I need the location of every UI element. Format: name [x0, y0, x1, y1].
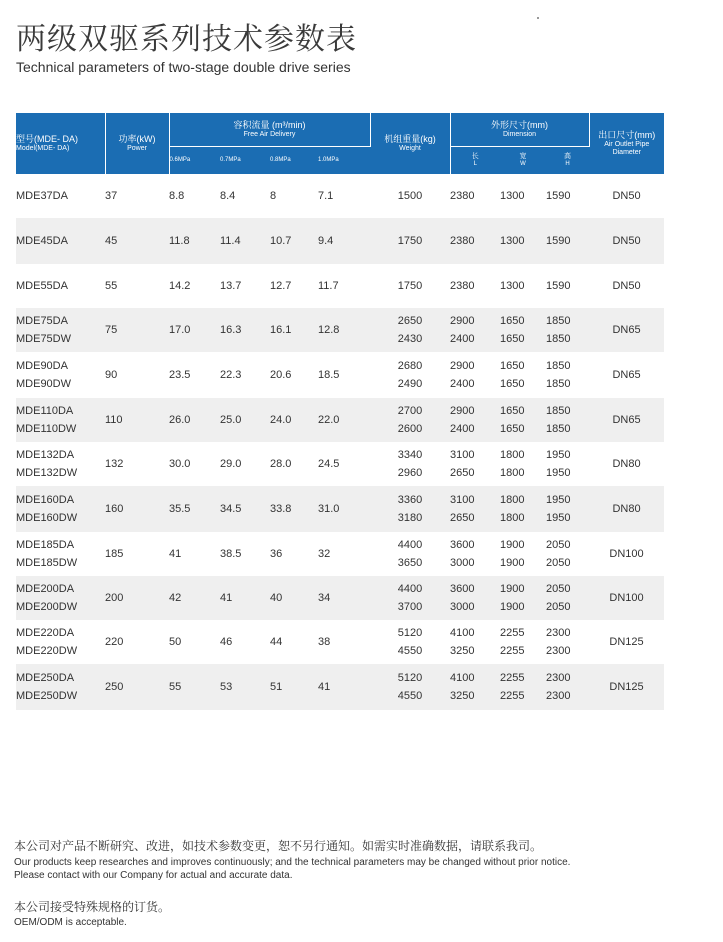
cell-fad-10: 41 [318, 664, 370, 710]
cell-outlet: DN80 [589, 486, 664, 532]
cell-dim-h-line: 2050 [546, 601, 571, 613]
cell-outlet: DN65 [612, 369, 641, 381]
cell-fad-07: 29.0 [220, 458, 242, 470]
cell-model-line: MDE200DA [16, 583, 75, 595]
cell-fad-08: 44 [270, 636, 283, 648]
cell-fad-10: 32 [318, 548, 331, 560]
cell-fad-07: 53 [220, 664, 270, 710]
cell-dim-h [546, 398, 589, 442]
cell-dim-l-line: 3600 [450, 539, 475, 551]
header-weight-cn: 机组重量(kg) [384, 133, 436, 144]
cell-fad-08: 51 [270, 664, 318, 710]
table-row [16, 664, 664, 710]
cell-power: 160 [105, 486, 169, 532]
cell-dim-h-line: 1590 [546, 190, 571, 202]
cell-dim-w-line: 2255 [500, 627, 525, 639]
cell-dim-l-line: 2380 [450, 280, 475, 292]
cell-dim-w [500, 264, 546, 308]
header-fad-cn: 容积流量 (m³/min) [233, 119, 306, 130]
cell-fad-06: 26.0 [169, 398, 220, 442]
cell-model-line: MDE55DA [16, 280, 68, 292]
cell-dim-w-line: 1650 [500, 423, 525, 435]
cell-power: 250 [105, 664, 169, 710]
cell-weight [370, 486, 450, 532]
cell-dim-l-line: 3600 [450, 583, 475, 595]
cell-dim-w [500, 308, 546, 352]
cell-power: 185 [105, 548, 124, 560]
cell-dim-w-line: 1300 [500, 235, 525, 247]
cell-dim-l-line: 3000 [450, 557, 475, 569]
cell-fad-10: 9.4 [318, 218, 370, 264]
cell-fad-08: 8 [270, 190, 277, 202]
table-row [16, 486, 664, 532]
cell-fad-06: 11.8 [169, 218, 220, 264]
cell-outlet: DN125 [609, 636, 644, 648]
cell-dim-h-line: 1850 [546, 333, 571, 345]
cell-model-line: MDE185DW [16, 557, 78, 569]
cell-dim-w-line: 1300 [500, 190, 525, 202]
cell-model-line: MDE75DW [16, 333, 72, 345]
cell-model-line: MDE110DA [16, 405, 74, 417]
cell-weight [370, 264, 450, 308]
cell-dim-l-line: 2380 [450, 190, 475, 202]
cell-fad-07: 34.5 [220, 486, 270, 532]
cell-dim-w-line: 1650 [500, 315, 525, 327]
cell-dim-l [450, 442, 500, 486]
cell-model [16, 308, 105, 352]
cell-fad-06: 35.5 [169, 486, 220, 532]
cell-weight-line: 3340 [397, 449, 423, 461]
cell-weight-line: 4400 [397, 539, 423, 551]
cell-model-line: MDE160DA [16, 494, 75, 506]
page-title-cn: 两级双驱系列技术参数表 [16, 22, 357, 57]
cell-weight-line: 5120 [397, 672, 423, 684]
cell-dim-h-line: 2050 [546, 539, 571, 551]
header-dim-l: 长 L [450, 147, 500, 175]
cell-weight [370, 398, 450, 442]
cell-dim-w-line: 2255 [500, 690, 525, 702]
cell-fad-06: 50 [169, 636, 182, 648]
cell-model-line: MDE200DW [16, 601, 78, 613]
cell-dim-w-line: 1650 [500, 360, 525, 372]
cell-fad-10: 12.8 [318, 308, 370, 352]
cell-power: 132 [105, 458, 124, 470]
cell-dim-w-line: 1650 [500, 333, 525, 345]
cell-dim-w-line: 1800 [500, 494, 525, 506]
cell-model-line: MDE220DA [16, 627, 75, 639]
cell-dim-h-line: 2300 [546, 627, 571, 639]
cell-weight-line: 2680 [397, 360, 423, 372]
cell-dim-l-line: 2900 [450, 315, 475, 327]
cell-power: 110 [105, 398, 169, 442]
cell-dim-w-line: 1650 [500, 405, 525, 417]
cell-model-line: MDE185DA [16, 539, 75, 551]
cell-fad-06: 30.0 [169, 458, 191, 470]
cell-dim-l-line: 4100 [450, 627, 475, 639]
header-outlet-cn: 出口尺寸(mm) [598, 129, 656, 140]
cell-dim-l-line: 3000 [450, 601, 475, 613]
header-dim-h: 高 H [546, 147, 589, 175]
cell-dim-h-line: 1850 [546, 360, 571, 372]
cell-outlet: DN100 [609, 548, 644, 560]
cell-weight-line: 2650 [397, 315, 423, 327]
cell-dim-l-line: 2900 [450, 360, 475, 372]
cell-dim-h [546, 264, 589, 308]
cell-model [16, 664, 105, 710]
cell-dim-h-line: 1850 [546, 315, 571, 327]
cell-dim-h-line: 1850 [546, 378, 571, 390]
cell-model-line: MDE132DA [16, 449, 75, 461]
cell-power: 55 [105, 280, 118, 292]
header-weight-en: Weight [399, 145, 421, 153]
cell-dim-w-line: 2255 [500, 645, 525, 657]
cell-outlet: DN65 [589, 398, 664, 442]
cell-weight-line: 2700 [397, 405, 423, 417]
header-fad [169, 113, 370, 147]
cell-dim-h-line: 1950 [546, 467, 571, 479]
table-row [16, 576, 664, 620]
cell-dim-h [546, 174, 589, 218]
cell-model [16, 174, 105, 218]
cell-weight-line: 1750 [397, 280, 423, 292]
cell-weight-line: 5120 [397, 627, 423, 639]
cell-model-line: MDE45DA [16, 235, 68, 247]
cell-dim-l [450, 174, 500, 218]
cell-model-line: MDE37DA [16, 190, 68, 202]
cell-dim-h [546, 308, 589, 352]
cell-weight-line: 1750 [397, 235, 423, 247]
cell-fad-08: 24.0 [270, 398, 318, 442]
header-pressure: 0.8MPa [270, 147, 318, 175]
cell-dim-l-line: 2400 [450, 378, 475, 390]
cell-dim-l [450, 486, 500, 532]
header-model-en: Model(MDE- DA) [16, 145, 70, 153]
notice-change-cn: 本公司对产品不断研究、改进，如技术参数变更，恕不另行通知。如需实时准确数据，请联系我司。 [14, 839, 543, 853]
header-power-en: Power [127, 145, 147, 153]
header-pressure: 0.6MPa [169, 147, 220, 175]
cell-fad-10: 38 [318, 636, 331, 648]
cell-dim-w [500, 620, 546, 664]
cell-weight-line: 2490 [397, 378, 423, 390]
cell-power: 37 [105, 190, 118, 202]
table-row [16, 352, 664, 398]
table-row [16, 218, 664, 264]
cell-fad-08: 40 [270, 576, 318, 620]
cell-fad-10: 11.7 [318, 280, 339, 292]
cell-model-line: MDE250DW [16, 690, 78, 702]
cell-dim-l-line: 3100 [450, 449, 475, 461]
cell-outlet: DN50 [612, 190, 641, 202]
cell-fad-07: 11.4 [220, 218, 270, 264]
cell-dim-h-line: 1590 [546, 280, 571, 292]
cell-weight-line: 3360 [397, 494, 423, 506]
cell-dim-w-line: 1650 [500, 378, 525, 390]
cell-dim-w-line: 2255 [500, 672, 525, 684]
cell-dim-h-line: 1950 [546, 449, 571, 461]
cell-dim-l-line: 3100 [450, 494, 475, 506]
cell-model [16, 398, 105, 442]
header-pressure: 1.0MPa [318, 147, 370, 175]
cell-power: 45 [105, 218, 169, 264]
cell-dim-l-line: 2650 [450, 467, 475, 479]
cell-model-line: MDE75DA [16, 315, 68, 327]
cell-dim-l [450, 218, 500, 264]
cell-power: 200 [105, 576, 169, 620]
cell-fad-08: 10.7 [270, 218, 318, 264]
cell-power: 90 [105, 369, 118, 381]
cell-model-line: MDE220DW [16, 645, 78, 657]
cell-weight-line: 2430 [397, 333, 423, 345]
cell-fad-08: 28.0 [270, 458, 292, 470]
cell-weight-line: 3650 [397, 557, 423, 569]
table-row [16, 532, 664, 576]
cell-fad-07: 41 [220, 576, 270, 620]
cell-weight-line: 2600 [397, 423, 423, 435]
cell-dim-h-line: 1590 [546, 235, 571, 247]
cell-weight [370, 218, 450, 264]
cell-dim-w-line: 1900 [500, 539, 525, 551]
cell-weight [370, 620, 450, 664]
page-title-en: Technical parameters of two-stage double drive series [16, 59, 351, 75]
cell-fad-08: 36 [270, 548, 283, 560]
table-row [16, 264, 664, 308]
cell-outlet: DN50 [612, 280, 641, 292]
cell-power: 75 [105, 308, 169, 352]
cell-dim-l [450, 664, 500, 710]
table-row [16, 308, 664, 352]
cell-dim-l [450, 308, 500, 352]
cell-dim-w-line: 1900 [500, 601, 525, 613]
cell-weight [370, 442, 450, 486]
cell-model [16, 532, 105, 576]
cell-fad-06: 23.5 [169, 369, 191, 381]
cell-fad-08: 33.8 [270, 486, 318, 532]
cell-dim-l-line: 2380 [450, 235, 475, 247]
cell-dim-w-line: 1900 [500, 583, 525, 595]
cell-weight-line: 4400 [397, 583, 423, 595]
cell-fad-10: 24.5 [318, 458, 340, 470]
cell-fad-07: 22.3 [220, 369, 242, 381]
header-model-cn: 型号(MDE- DA) [16, 133, 78, 144]
cell-dim-h-line: 2300 [546, 645, 571, 657]
cell-dim-h [546, 664, 589, 710]
cell-dim-w [500, 532, 546, 576]
header-fad-en: Free Air Delivery [243, 131, 296, 139]
decorative-dot [537, 17, 539, 19]
cell-fad-06: 8.8 [169, 190, 185, 202]
table-row [16, 174, 664, 218]
cell-weight-line: 3180 [397, 512, 423, 524]
cell-dim-l [450, 398, 500, 442]
header-power [105, 113, 169, 174]
table-row [16, 442, 664, 486]
cell-dim-w-line: 1800 [500, 449, 525, 461]
cell-weight-line: 1500 [397, 190, 423, 202]
cell-fad-06: 17.0 [169, 308, 220, 352]
cell-model [16, 620, 105, 664]
cell-dim-w [500, 442, 546, 486]
cell-dim-h-line: 1950 [546, 512, 571, 524]
cell-dim-w [500, 576, 546, 620]
cell-fad-10: 18.5 [318, 369, 340, 381]
cell-model-line: MDE90DA [16, 360, 68, 372]
cell-model [16, 218, 105, 264]
cell-dim-h [546, 620, 589, 664]
cell-dim-w-line: 1800 [500, 512, 525, 524]
cell-model-line: MDE160DW [16, 512, 78, 524]
cell-dim-h-line: 1950 [546, 494, 571, 506]
header-outlet-en: Air Outlet Pipe Diameter [604, 141, 650, 157]
header-pressure: 0.7MPa [220, 147, 270, 175]
table-row [16, 620, 664, 664]
cell-dim-l-line: 2900 [450, 405, 475, 417]
cell-fad-06: 14.2 [169, 280, 191, 292]
cell-weight [370, 174, 450, 218]
cell-weight-line: 4550 [397, 645, 423, 657]
cell-fad-07: 16.3 [220, 308, 270, 352]
cell-dim-h [546, 576, 589, 620]
header-outlet [589, 113, 664, 174]
notice-change-en-line1: Our products keep researches and improves continuously; and the technical parameters may be changed without prior notice. [14, 857, 571, 868]
cell-dim-h [546, 486, 589, 532]
cell-weight [370, 532, 450, 576]
cell-dim-l [450, 576, 500, 620]
cell-fad-08: 16.1 [270, 308, 318, 352]
cell-fad-08: 20.6 [270, 369, 292, 381]
cell-dim-w-line: 1900 [500, 557, 525, 569]
cell-dim-w [500, 174, 546, 218]
cell-fad-08: 12.7 [270, 280, 292, 292]
cell-model [16, 442, 105, 486]
cell-weight [370, 352, 450, 398]
cell-model-line: MDE132DW [16, 467, 78, 479]
table-row [16, 398, 664, 442]
cell-dim-w [500, 398, 546, 442]
cell-dim-l [450, 352, 500, 398]
cell-model-line: MDE90DW [16, 378, 72, 390]
cell-power: 220 [105, 636, 124, 648]
header-dimension-en: Dimension [502, 131, 537, 139]
cell-dim-h-line: 2300 [546, 672, 571, 684]
cell-weight-line: 4550 [397, 690, 423, 702]
cell-dim-w [500, 218, 546, 264]
cell-dim-h [546, 352, 589, 398]
cell-fad-06: 41 [169, 548, 182, 560]
notice-change-en [14, 856, 570, 882]
cell-weight [370, 308, 450, 352]
cell-dim-l [450, 264, 500, 308]
cell-fad-10: 34 [318, 576, 370, 620]
cell-dim-w-line: 1800 [500, 467, 525, 479]
cell-dim-h [546, 442, 589, 486]
table-header [16, 113, 664, 174]
cell-weight [370, 664, 450, 710]
cell-dim-l-line: 2650 [450, 512, 475, 524]
cell-dim-h-line: 1850 [546, 405, 571, 417]
cell-dim-h-line: 2300 [546, 690, 571, 702]
header-dim-w: 宽 W [500, 147, 546, 175]
cell-weight-line: 2960 [397, 467, 423, 479]
cell-model-line: MDE110DW [16, 423, 77, 435]
cell-weight-line: 3700 [397, 601, 423, 613]
header-weight [370, 113, 450, 174]
cell-dim-l-line: 3250 [450, 645, 475, 657]
table-body [16, 174, 664, 710]
cell-dim-l [450, 532, 500, 576]
cell-fad-07: 13.7 [220, 280, 242, 292]
cell-fad-07: 38.5 [220, 548, 242, 560]
notice-change-en-line2: Please contact with our Company for actual and accurate data. [14, 870, 293, 881]
cell-model [16, 486, 105, 532]
cell-dim-h-line: 1850 [546, 423, 571, 435]
cell-fad-10: 31.0 [318, 486, 370, 532]
cell-fad-10: 22.0 [318, 398, 370, 442]
cell-fad-07: 46 [220, 636, 233, 648]
cell-dim-l-line: 4100 [450, 672, 475, 684]
cell-model [16, 264, 105, 308]
cell-model [16, 576, 105, 620]
cell-fad-06: 42 [169, 576, 220, 620]
cell-dim-w [500, 486, 546, 532]
cell-dim-l-line: 2400 [450, 333, 475, 345]
cell-dim-l-line: 2400 [450, 423, 475, 435]
cell-outlet: DN125 [589, 664, 664, 710]
spec-table [16, 113, 664, 710]
cell-dim-l [450, 620, 500, 664]
cell-dim-w [500, 352, 546, 398]
cell-fad-06: 55 [169, 664, 220, 710]
cell-dim-w [500, 664, 546, 710]
header-power-cn: 功率(kW) [118, 133, 156, 144]
cell-fad-07: 25.0 [220, 398, 270, 442]
notice-oem-en: OEM/ODM is acceptable. [14, 917, 127, 928]
cell-dim-h [546, 532, 589, 576]
cell-model [16, 352, 105, 398]
header-dimension [450, 113, 589, 147]
notice-oem-cn: 本公司接受特殊规格的订货。 [14, 900, 171, 914]
cell-outlet: DN50 [589, 218, 664, 264]
cell-outlet: DN80 [612, 458, 641, 470]
cell-weight [370, 576, 450, 620]
header-model [16, 113, 105, 174]
cell-fad-10: 7.1 [318, 190, 334, 202]
cell-model-line: MDE250DA [16, 672, 75, 684]
cell-dim-w-line: 1300 [500, 280, 525, 292]
cell-outlet: DN100 [589, 576, 664, 620]
cell-dim-l-line: 3250 [450, 690, 475, 702]
cell-dim-h-line: 2050 [546, 557, 571, 569]
cell-fad-07: 8.4 [220, 190, 236, 202]
cell-dim-h [546, 218, 589, 264]
cell-dim-h-line: 2050 [546, 583, 571, 595]
cell-outlet: DN65 [589, 308, 664, 352]
header-dimension-cn: 外形尺寸(mm) [491, 119, 548, 130]
